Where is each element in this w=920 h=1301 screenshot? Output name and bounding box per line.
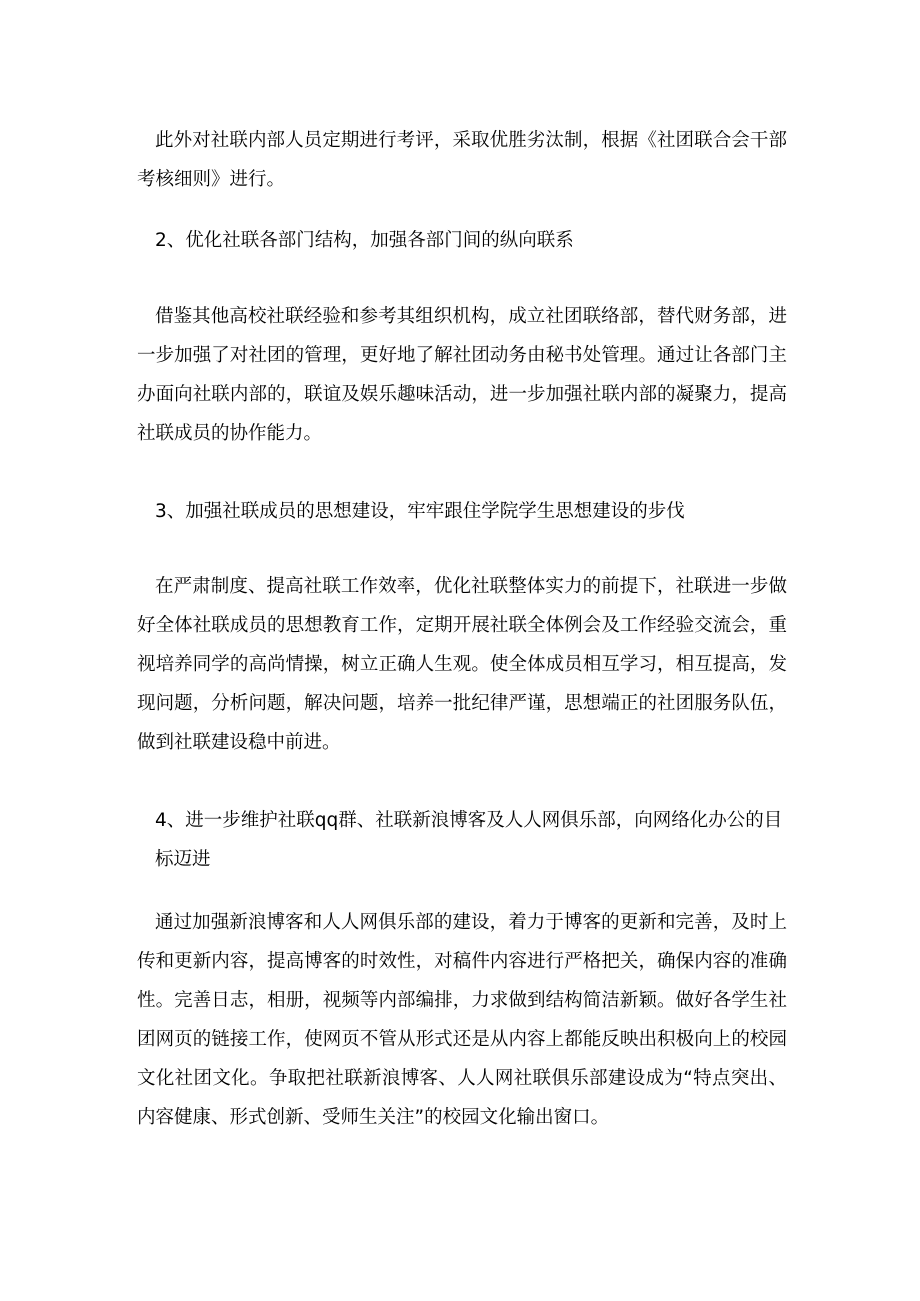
heading-online-office: 4、进一步维护社联qq群、社联新浪博客及人人网俱乐部，向网络化办公的目标迈进 (155, 810, 783, 870)
paragraph-ideological-detail: 在严肃制度、提高社联工作效率，优化社联整体实力的前提下，社联进一步做好全体社联成员的思想教育工作，定期开展社联全体例会及工作经验交流会，重视培养同学的高尚情操，树立正确人生观。使全体成员相互学习，相互提高，发现问题，分析问题，解决问题，培养一批纪律严谨，思想端正的社团服务队伍，做到社联建设稳中前进。 (137, 576, 787, 753)
heading-ideological-construction: 3、加强社联成员的思想建设，牢牢跟住学院学生思想建设的步伐 (155, 501, 685, 522)
paragraph-structure-detail: 借鉴其他高校社联经验和参考其组织机构，成立社团联络部，替代财务部，进一步加强了对社团的管理，更好地了解社团动务由秘书处管理。通过让各部门主办面向社联内部的，联谊及娱乐趣味活动，进一步加强社联内部的凝聚力，提高社联成员的协作能力。 (137, 306, 787, 444)
heading-optimize-structure: 2、优化社联各部门结构，加强各部门间的纵向联系 (155, 230, 574, 251)
paragraph-online-detail: 通过加强新浪博客和人人网俱乐部的建设，着力于博客的更新和完善，及时上传和更新内容，提高博客的时效性，对稿件内容进行严格把关，确保内容的准确性。完善日志，相册，视频等内部编排，力求做到结构简洁新颖。做好各学生社团网页的链接工作，使网页不管从形式还是从内容上都能反映出积极向上的校园文化社团文化。争取把社联新浪博客、人人网社联俱乐部建设成为“特点突出、内容健康、形式创新、受师生关注”的校园文化输出窗口。 (137, 912, 787, 1128)
paragraph-evaluation: 此外对社联内部人员定期进行考评，采取优胜劣汰制，根据《社团联合会干部考核细则》进行。 (137, 130, 787, 190)
